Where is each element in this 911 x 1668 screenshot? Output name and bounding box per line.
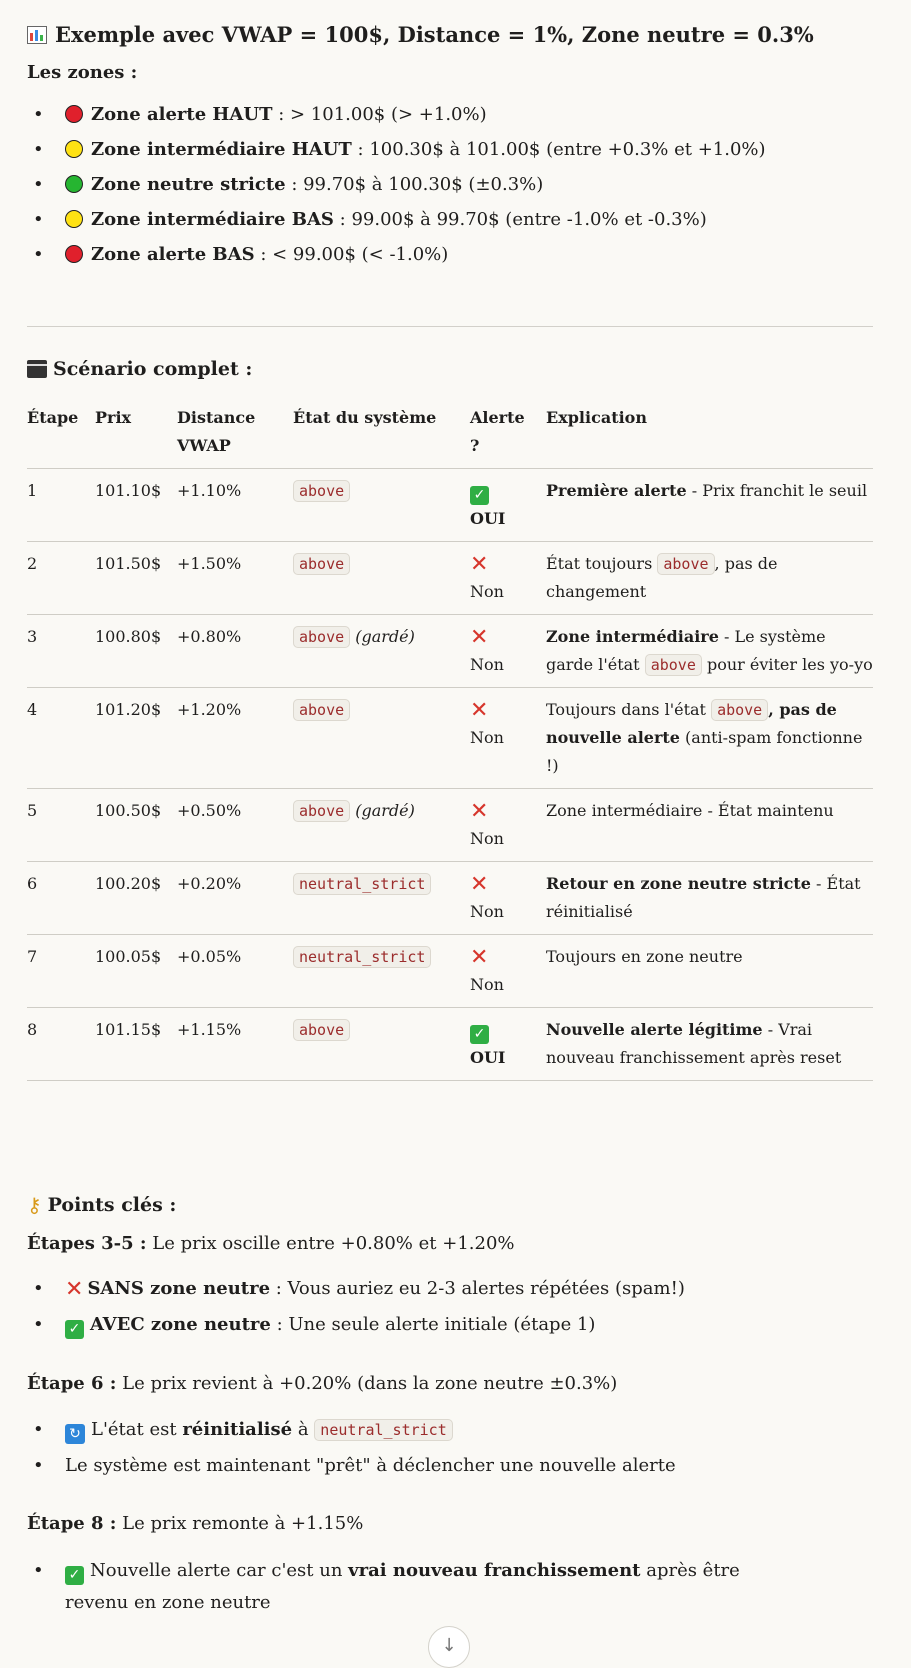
cross-mark-icon: ✕: [65, 1277, 84, 1302]
check-icon: ✓: [65, 1320, 84, 1339]
zones-list: [27, 101, 873, 269]
key-icon: ⚷: [27, 1193, 42, 1217]
zone-item: • Zone intermédiaire HAUT : 100.30$ à 101.00$ (entre +0.3% et +1.0%): [27, 136, 873, 164]
state-code: neutral_strict: [293, 873, 431, 895]
arrow-down-icon: ↓: [441, 1635, 457, 1656]
list-item: • ✕ SANS zone neutre : Vous auriez eu 2-3 alertes répétées (spam!): [27, 1275, 873, 1303]
bar-chart-icon: [27, 26, 47, 44]
step-8-list: [27, 1555, 807, 1619]
green-circle-icon: [65, 175, 83, 193]
scenario-table: [27, 398, 873, 1081]
clapper-board-icon: [27, 360, 47, 378]
yellow-circle-icon: [65, 140, 83, 158]
col-explanation: Explication: [546, 408, 647, 427]
table-row: 1 101.10$ +1.10% above ✓ OUI Première alerte - Prix franchit le seuil: [27, 469, 873, 542]
key-points-title: ⚷ Points clés :: [27, 1193, 177, 1217]
cross-mark-icon: ✕: [470, 698, 489, 723]
refresh-icon: ↻: [65, 1424, 85, 1444]
state-code: above: [293, 553, 350, 575]
state-code: above: [293, 480, 350, 502]
cross-mark-icon: ✕: [470, 872, 489, 897]
col-alert: Alerte ?: [470, 408, 525, 455]
list-item: • ✓ AVEC zone neutre : Une seule alerte initiale (étape 1): [27, 1311, 873, 1339]
cross-mark-icon: ✕: [470, 625, 489, 650]
table-row: 8 101.15$ +1.15% above ✓ OUI Nouvelle alerte légitime - Vrai nouveau franchissement après reset: [27, 1008, 873, 1081]
list-item: • ↻ L'état est réinitialisé à neutral_strict: [27, 1416, 873, 1444]
state-code: above: [293, 800, 350, 822]
state-code: above: [293, 1019, 350, 1041]
cross-mark-icon: ✕: [470, 945, 489, 970]
table-header-row: [27, 398, 873, 469]
table-row: 3 100.80$ +0.80% above (gardé) ✕ Non Zone intermédiaire - Le système garde l'état above pour éviter les yo-yo: [27, 615, 873, 688]
zone-item: • Zone alerte HAUT : > 101.00$ (> +1.0%): [27, 101, 873, 129]
table-row: 6 100.20$ +0.20% neutral_strict ✕ Non Retour en zone neutre stricte - État réinitialisé: [27, 862, 873, 935]
col-step: Étape: [27, 408, 79, 427]
list-item: • Le système est maintenant "prêt" à déclencher une nouvelle alerte: [27, 1452, 873, 1480]
zone-item: • Zone neutre stricte : 99.70$ à 100.30$ (±0.3%): [27, 171, 873, 199]
cross-mark-icon: ✕: [470, 799, 489, 824]
state-code: neutral_strict: [293, 946, 431, 968]
step-6-list: [27, 1416, 873, 1480]
table-row: 5 100.50$ +0.50% above (gardé) ✕ Non Zone intermédiaire - État maintenu: [27, 789, 873, 862]
divider: [27, 326, 873, 327]
col-distance: Distance VWAP: [177, 408, 256, 455]
zone-item: • Zone intermédiaire BAS : 99.00$ à 99.70$ (entre -1.0% et -0.3%): [27, 206, 873, 234]
check-icon: ✓: [470, 1025, 489, 1044]
state-code: above: [293, 626, 350, 648]
zones-label: Les zones :: [27, 62, 138, 83]
red-circle-icon: [65, 105, 83, 123]
steps-3-5-list: [27, 1275, 873, 1339]
table-row: 4 101.20$ +1.20% above ✕ Non Toujours dans l'état above , pas de nouvelle alerte (anti-spam fonctionne !): [27, 688, 873, 789]
zone-item: • Zone alerte BAS : < 99.00$ (< -1.0%): [27, 241, 873, 269]
col-price: Prix: [95, 408, 132, 427]
scenario-title: Scénario complet :: [27, 358, 252, 380]
check-icon: ✓: [470, 486, 489, 505]
yellow-circle-icon: [65, 210, 83, 228]
scroll-down-button[interactable]: [428, 1626, 470, 1668]
steps-3-5-line: Étapes 3-5 : Le prix oscille entre +0.80% et +1.20%: [27, 1233, 515, 1254]
state-code: above: [293, 699, 350, 721]
red-circle-icon: [65, 245, 83, 263]
page-title: Exemple avec VWAP = 100$, Distance = 1%, Zone neutre = 0.3%: [27, 22, 814, 47]
cross-mark-icon: ✕: [470, 552, 489, 577]
table-row: 7 100.05$ +0.05% neutral_strict ✕ Non Toujours en zone neutre: [27, 935, 873, 1008]
list-item: • ✓ Nouvelle alerte car c'est un vrai nouveau franchissement après être revenu en zone neutre: [27, 1555, 807, 1619]
check-icon: ✓: [65, 1566, 84, 1585]
step-8-line: Étape 8 : Le prix remonte à +1.15%: [27, 1513, 364, 1534]
table-row: 2 101.50$ +1.50% above ✕ Non État toujours above , pas de changement: [27, 542, 873, 615]
step-6-line: Étape 6 : Le prix revient à +0.20% (dans la zone neutre ±0.3%): [27, 1373, 618, 1394]
col-state: État du système: [293, 408, 437, 427]
